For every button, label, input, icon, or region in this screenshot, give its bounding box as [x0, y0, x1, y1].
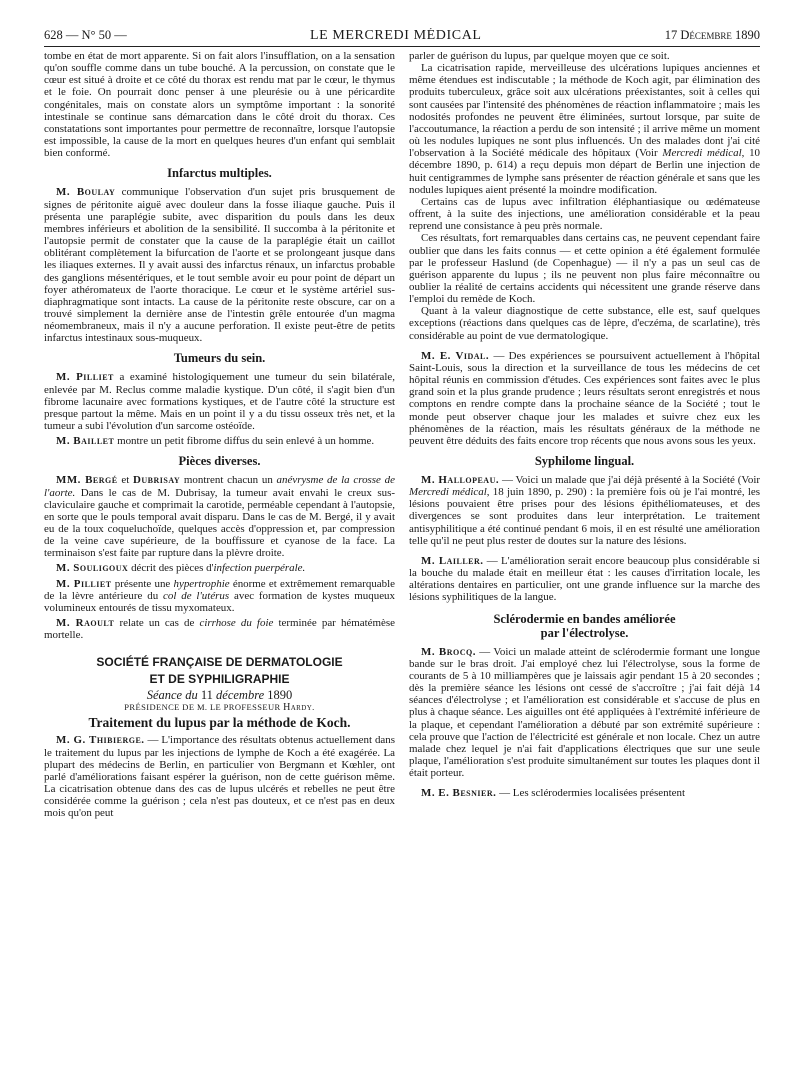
left-column: [44, 50, 395, 820]
section-heading-sclero-2: par l'électrolyse.: [540, 625, 629, 640]
speaker-name: M. G. Thibierge.: [56, 734, 145, 747]
paragraph-pilliet-2: M. Pilliet présente une hypertrophie énorme et extrêmement remarquable de la lèvre antérieure du col de l'utérus avec formation de kystes muqueux volumineux entourés de tissu myxomateux.: [44, 577, 396, 614]
journal-title: LE MERCREDI MÉDICAL: [309, 28, 482, 43]
paragraph-valeur: Quant à la valeur diagnostique de cette substance, elle est, sauf quelques exceptions (réactions dans quelques cas de lèpre, d'eczéma, de scarlatine), très considérable au point de vue dermatologique.: [409, 305, 760, 342]
speaker-name: M. Pilliet: [56, 371, 114, 384]
speaker-name: M. Hallopeau.: [421, 474, 500, 486]
speaker-name: M. Boulay: [56, 186, 116, 199]
paragraph-vidal: M. E. Vidal. — Des expériences se poursuivent actuellement à l'hôpital Saint-Louis, sous la direction et la surveillance de tous les médecins de cet hôpital réunis en commission d'études. Ces expériences sont faites avec le plus grand soin et la plus grande prudence ; leurs résultats seront enregistrés et nous comptons en rendre compte dans la prochaine séance de la Société ; tout le monde peut observer chaque jour les malades et suivre chez eux les phénomènes de la réaction, mais les résultats généraux de la méthode ne peuvent être déduits des faits encore trop récents que nous avons sous les yeux.: [409, 349, 760, 447]
speaker-name: M. Baillet: [56, 435, 115, 448]
section-heading-sclero-1: Sclérodermie en bandes améliorée: [493, 611, 676, 626]
paragraph-resultats: Ces résultats, fort remarquables dans certains cas, ne peuvent cependant faire oublier que dans les faits connus — et cette opinion a été également formulée par le professeur Haslund (de Copenhague) — il n'y a pas un seul cas de guérison apparente du lupus ; ils ne peuvent non plus faire méconnaître ou oublier la réalité de certains accidents qui nécessitent une grande réserve dans l'emploi du remède de Koch.: [409, 232, 760, 306]
paragraph-baillet: M. Baillet montre un petit fibrome diffus du sein enlevé à un homme.: [56, 435, 375, 448]
speaker-name: M. Brocq.: [421, 645, 476, 658]
page-number: 628 — N° 50 —: [44, 28, 127, 42]
presidence-line: PRÉSIDENCE DE M. LE PROFESSEUR Hardy.: [124, 702, 315, 714]
paragraph-boulay: M. Boulay communique l'observation d'un sujet pris brusquement de signes de péritonite aiguë avec douleur dans la fosse iliaque gauche. Puis il présenta une paraplégie subite, avec disparition du pouls dans les deux membres inférieurs et abolition de la sensibilité. Il succomba à la péritonite et l'autopsie permit de constater que la cause de la paraplégie était un caillot oblitérant complètement la bifurcation de l'aorte et se prolongeant jusque dans les iliaques externes. Il y avait aussi des infarctus rénaux, un infarctus probable des ganglions mésentériques, et le tout semble avoir eu pour point de départ un foyer athéromateux de l'aorte thoracique. Le cœur et le système artériel sus-diaphragmatique sont intacts. La cause de la péritonite reste obscure, car on a trouvé simplement la dernière anse de l'intestin grêle entourée d'un magma néomembraneux, mais il n'y a aucune perforation. Il existe peut-être de petits infarctus intestinaux sous-muqueux.: [44, 186, 396, 345]
speaker-name: MM. Bergé: [56, 474, 118, 487]
society-title-line-2: ET DE SYPHILIGRAPHIE: [149, 672, 290, 687]
section-heading-pieces: Pièces diverses.: [178, 454, 261, 469]
speaker-name: M. Raoult: [56, 617, 115, 630]
newspaper-page: [44, 28, 760, 1072]
speaker-name: M. Lailler.: [421, 554, 484, 567]
paragraph-raoult: M. Raoult relate un cas de cirrhose du foie terminée par hématémèse mortelle.: [44, 617, 396, 642]
paragraph-continued-right: parler de guérison du lupus, par quelque moyen que ce soit.: [409, 50, 670, 62]
speaker-name: M. E. Besnier.: [421, 787, 497, 800]
speaker-name: M. Souligoux: [56, 562, 129, 575]
paragraph-pilliet-1: M. Pilliet a examiné histologiquement une tumeur du sein bilatérale, enlevée par M. Reclus comme maladie kystique. D'un côté, il s'agit bien d'un fibrome lacunaire avec formations kystiques, et de l'autre côté la structure est presque partout la même. Mais en un point il y a du tissu osseux très net, et la tumeur a subi l'évolution d'un sarcome ostéoïde.: [44, 371, 396, 433]
paragraph-brocq: M. Brocq. — Voici un malade atteint de sclérodermie formant une longue bande sur le bras droit. J'ai employé chez lui l'électrolyse, sous la forme de courants de 5 à 10 milliampères que je laissais agir pendant 15 à 20 secondes ; dès la première séance les lésions ont cessé de s'accroître ; j'ai fait déjà 14 séances d'électrolyse ; et l'amélioration est considérable et s'accuse de plus en plus à chaque séance. Les aiguilles ont été appliquées à l'extrémité inférieure de la plaque, et cependant l'amélioration a débuté par son extrémité supérieure : cela prouve que l'action de l'électricité est générale et non locale. Chez un autre malade chez lequel je n'ai fait d'applications électriques que sur une seule plaque, l'amélioration s'est produite simultanément sur toutes les plaques dont il était porteur.: [409, 645, 760, 780]
paragraph-lailler: M. Lailler. — L'amélioration serait encore beaucoup plus considérable si la bouche du malade était en meilleur état : les causes d'irritation locale, les altérations dentaires en particulier, ont une grande influence sur la marche des lésions syphilitiques de la langue.: [409, 554, 760, 604]
issue-date: 17 Décembre 1890: [664, 28, 760, 42]
paragraph-besnier: M. E. Besnier. — Les sclérodermies localisées présentent: [421, 787, 685, 800]
section-heading-infarctus: Infarctus multiples.: [167, 166, 272, 181]
section-heading-traitement: Traitement du lupus par la méthode de Koch.: [88, 715, 351, 731]
speaker-name: M. E. Vidal.: [421, 349, 490, 362]
section-heading-syphilome: Syphilome lingual.: [534, 454, 635, 468]
paragraph-thibierge: M. G. Thibierge. — L'importance des résultats obtenus actuellement dans le traitement du lupus par les injections de lymphe de Koch a été exagérée. La plupart des médecins de Berlin, en particulier von Bergmann et Kœhler, ont parlé d'améliorations faisant espérer la guérison, non de cette guérison même. La cicatrisation obtenue dans des cas de lupus ulcérés et rebelles ne peut être considérée comme la guérison ; cela n'est pas douteux, et ce n'est pas en deux mois qu'on peut: [44, 734, 395, 820]
page-header: [44, 28, 760, 44]
paragraph-berge: MM. Bergé et Dubrisay montrent chacun un anévrysme de la crosse de l'aorte. Dans le cas de M. Dubrisay, la tumeur avait envahi le creux sus-claviculaire gauche et comprimait la carotide, perméable cependant à l'autopsie, en sorte que le pouls temporal avait disparu. Dans le cas de M. Bergé, il y avait eu de la toux coqueluchoïde, quelques accès d'oppression et, par compression de la veine cave supérieure, de la bouffissure et cyanose de la face. La terminaison s'est faite par rupture dans la plèvre droite.: [44, 474, 395, 560]
paragraph-continued: tombe en état de mort apparente. Si on fait alors l'insufflation, on a la sensation qu'on souffle comme dans un tube bouché. A la percussion, on constate que le cœur est situé à droite et ce côté du thorax est rendu mat par le cœur, le thymus et le foie. On pourrait donc penser à une pleurésie ou à une péricardite congénitales, mais on constate alors un symptôme important : la sonorité intestinale se continue sans démarcation dans le côté droit du thorax. Ces constatations sont importantes pour permettre de reconnaître, lorsque l'autopsie est impossible, la cause de la mort en quelques heures d'un enfant qui semblait bien conformé.: [44, 50, 395, 160]
paragraph-hallopeau: M. Hallopeau. — Voici un malade que j'ai déjà présenté à la Société (Voir Mercredi médical, 18 juin 1890, p. 290) : la première fois où je l'ai montré, les lésions pouvaient être prises pour des lésions épithéliomateuses, et des divergences se sont produites dans leur interprétation. Le traitement antisyphilitique a été continué pendant 6 mois, il en est résulté une amélioration telle qu'il ne peut plus rester de doutes sur la nature des lésions.: [409, 474, 760, 547]
paragraph-cicatrisation: La cicatrisation rapide, merveilleuse des ulcérations lupiques anciennes et même étendues est indiscutable ; la méthode de Koch agit, par élimination des produits tuberculeux, grâce soit aux ulcérations préexistantes, soit à celles qui sont causées par l'intensité des phénomènes de réaction inflammatoire ; mais les nodosités profondes ne peuvent être éliminées, surtout lorsque, par suite de l'accoutumance, la réaction a perdu de son intensité ; il arrive même un moment où les nodules lupiques ne sont plus influencés. Un des malades dont j'ai cité l'observation à la Société médicale des hôpitaux (Voir Mercredi médical, 10 décembre 1890, p. 614) a reçu depuis mon départ de Berlin une injection de huit centigrammes de lymphe sans présenter de réaction générale et sans que les nodules lupiques aient présenté la moindre modification.: [409, 62, 760, 196]
section-heading-tumeurs: Tumeurs du sein.: [173, 351, 266, 366]
seance-date: Séance du 11 décembre 1890: [146, 688, 293, 703]
paragraph-souligoux: M. Souligoux décrit des pièces d'infection puerpérale.: [56, 562, 306, 575]
society-title-line-1: SOCIÉTÉ FRANÇAISE DE DERMATOLOGIE: [96, 655, 343, 670]
paragraph-certains-cas: Certains cas de lupus avec infiltration éléphantiasique ou œdémateuse offrent, à la suite des injections, une amélioration considérable et la peau reprend une consistance à peu près normale.: [409, 195, 760, 233]
speaker-name: Dubrisay: [132, 474, 181, 487]
right-column: [409, 50, 760, 820]
speaker-name: M. Pilliet: [56, 577, 112, 590]
header-rule: [44, 46, 760, 47]
